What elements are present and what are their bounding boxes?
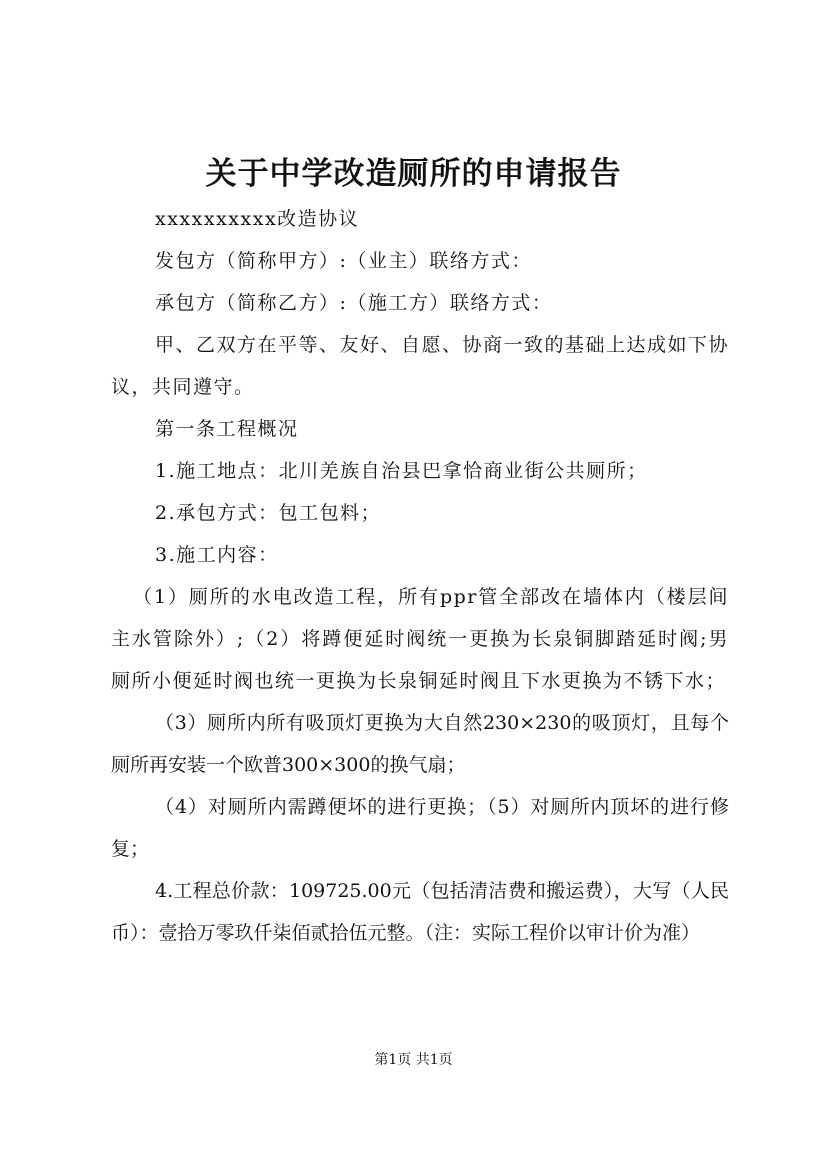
document-body: [111, 198, 729, 954]
agreement-heading: xxxxxxxxxx改造协议: [155, 208, 360, 230]
party-b-line: 承包方（简称乙方）:（施工方）联络方式：: [155, 292, 553, 314]
agreement-intro: 甲、乙双方在平等、友好、自愿、协商一致的基础上达成如下协议，共同遵守。: [111, 334, 730, 398]
construction-content-heading: 3.施工内容：: [155, 544, 279, 566]
content-item-3: （3）厕所内所有吸顶灯更换为大自然230×230的吸顶灯，且每个厕所再安装一个欧普300×300的换气扇；: [111, 712, 729, 776]
construction-site: 1.施工地点：北川羌族自治县巴拿恰商业街公共厕所；: [155, 460, 648, 482]
content-item-4-5: （4）对厕所内需蹲便坏的进行更换；（5）对厕所内顶坏的进行修复；: [111, 796, 729, 860]
party-a-line: 发包方（简称甲方）:（业主）联络方式：: [155, 250, 532, 272]
total-price: 4.工程总价款：109725.00元（包括清洁费和搬运费），大写（人民币）：壹拾万零玖仟柒佰贰拾伍元整。（注：实际工程价以审计价为准）: [111, 880, 729, 944]
document-title: 关于中学改造厕所的申请报告: [205, 156, 622, 192]
article-one-heading: 第一条工程概况: [155, 418, 299, 440]
content-item-1-2: （1）厕所的水电改造工程，所有ppr管全部改在墙体内（楼层间主水管除外）;（2）将蹲便延时阀统一更换为长泉铜脚踏延时阀;男厕所小便延时阀也统一更换为长泉铜延时阀且下水更换为不锈下水；: [111, 586, 729, 692]
page-footer: 第1页 共1页: [374, 1052, 453, 1068]
contract-method: 2.承包方式：包工包料；: [155, 502, 382, 524]
